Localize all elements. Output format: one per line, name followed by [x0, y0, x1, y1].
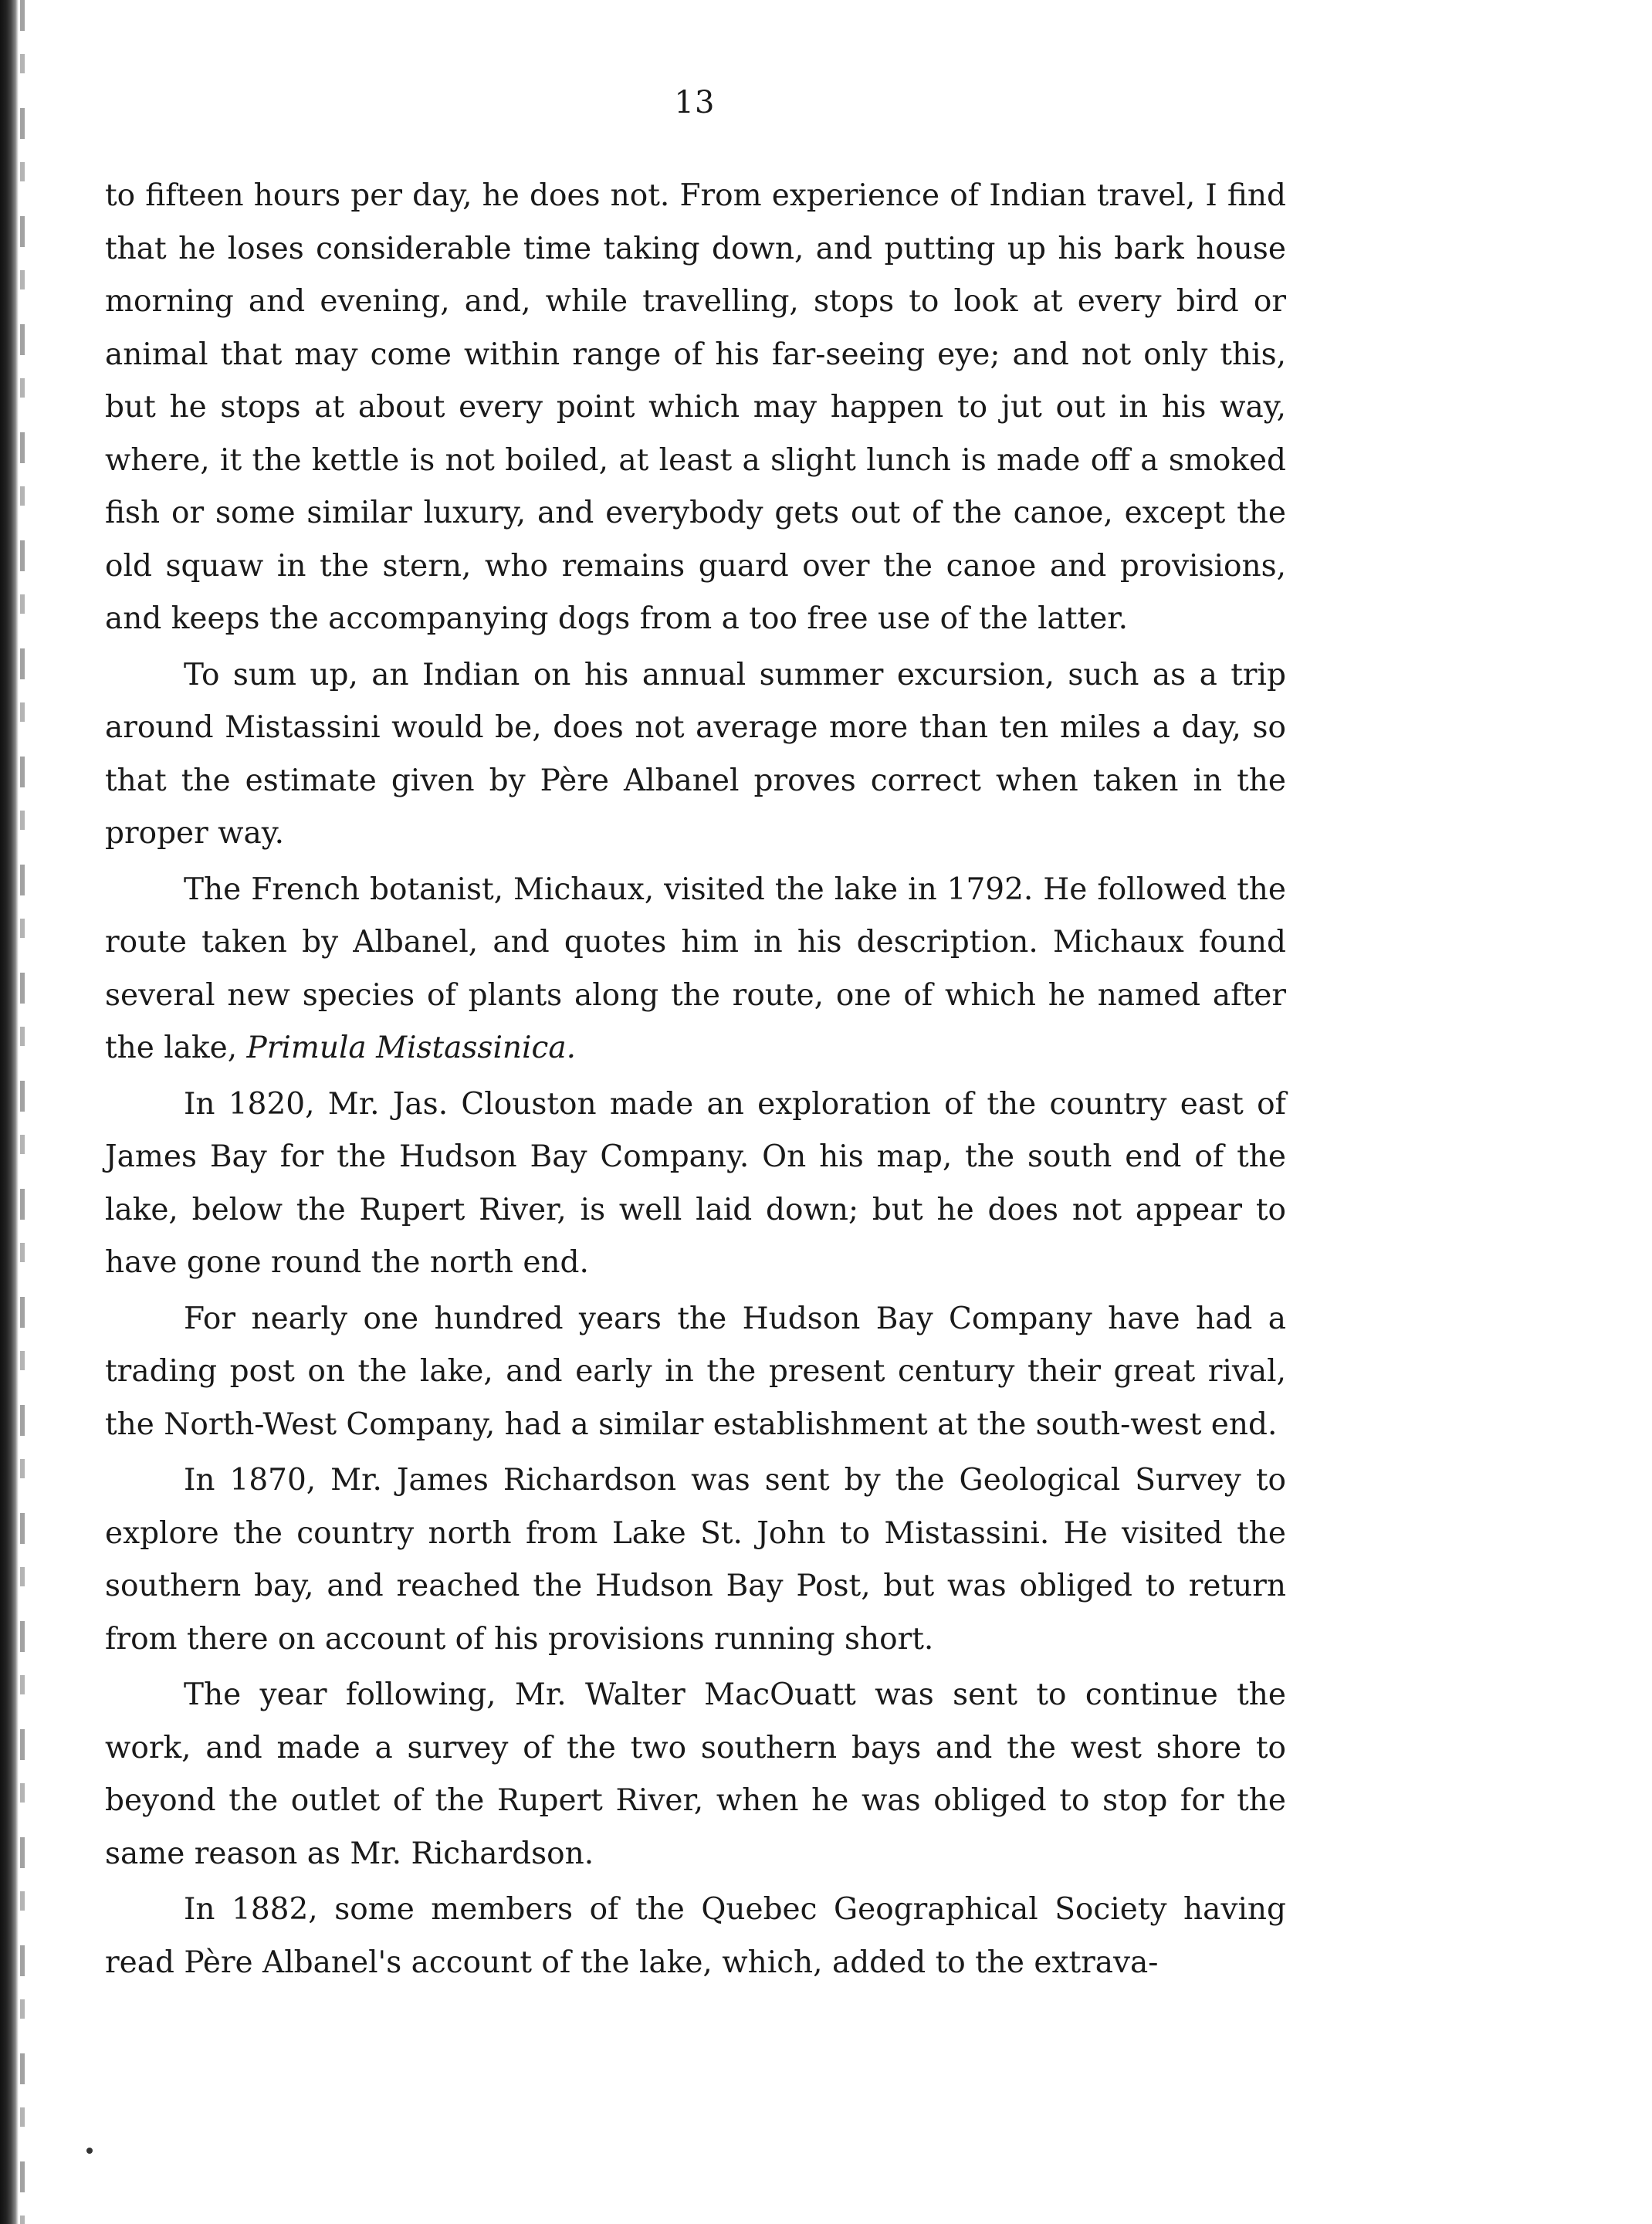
paragraph-6: In 1870, Mr. James Richardson was sent by the Geological Survey to explore the country north from Lake St. John to Mistassini. He visited the southern bay, and reached the Hudson Bay Post, but was obliged to return from there on account of his provisions running short. — [105, 1463, 1286, 1657]
paragraph-8: In 1882, some members of the Quebec Geographical Society having read Père Albanel's account of the lake, which, added to the extrava- — [105, 1892, 1286, 1980]
page-number: 13 — [674, 85, 716, 120]
paragraph-3-text: The French botanist, Michaux, visited the lake in 1792. He followed the route taken by Albanel, and quotes him in his description. Michaux found several new species of plants along the route, one of which he named after the lake, — [105, 872, 1286, 1065]
paragraph-4: In 1820, Mr. Jas. Clouston made an exploration of the country east of James Bay for the Hudson Bay Company. On his map, the south end of the lake, below the Rupert River, is well laid down; but he does not appear to have gone round the north end. — [105, 1086, 1286, 1280]
paragraph-2: To sum up, an Indian on his annual summer excursion, such as a trip around Mistassini would be, does not average more than ten miles a day, so that the estimate given by Père Albanel proves correct when taken in the proper way. — [105, 657, 1286, 851]
page-body — [105, 170, 1286, 1989]
scan-speck — [86, 2148, 93, 2154]
scan-binding-edge — [0, 0, 19, 2224]
species-name: Primula Mistassinica. — [246, 1031, 577, 1065]
paragraph-1: to fifteen hours per day, he does not. From experience of Indian travel, I find that he loses considerable time taking down, and putting up his bark house morning and evening, and, while travelling, stops to look at every bird or animal that may come within range of his far-seeing eye; and not only this, but he stops at about every point which may happen to jut out in his way, where, it the kettle is not boiled, at least a slight lunch is made off a smoked fish or some similar luxury, and everybody gets out of the canoe, except the old squaw in the stern, who remains guard over the canoe and provisions, and keeps the accompanying dogs from a too free use of the latter. — [105, 178, 1286, 636]
paragraph-5: For nearly one hundred years the Hudson Bay Company have had a trading post on the lake, and early in the present century their great rival, the North-West Company, had a similar establishment at the south-west end. — [105, 1301, 1286, 1442]
paragraph-3 — [105, 864, 1286, 1075]
paragraph-7: The year following, Mr. Walter MacOuatt was sent to continue the work, and made a survey of the two southern bays and the west shore to beyond the outlet of the Rupert River, when he was obliged to stop for the same reason as Mr. Richardson. — [105, 1677, 1286, 1871]
